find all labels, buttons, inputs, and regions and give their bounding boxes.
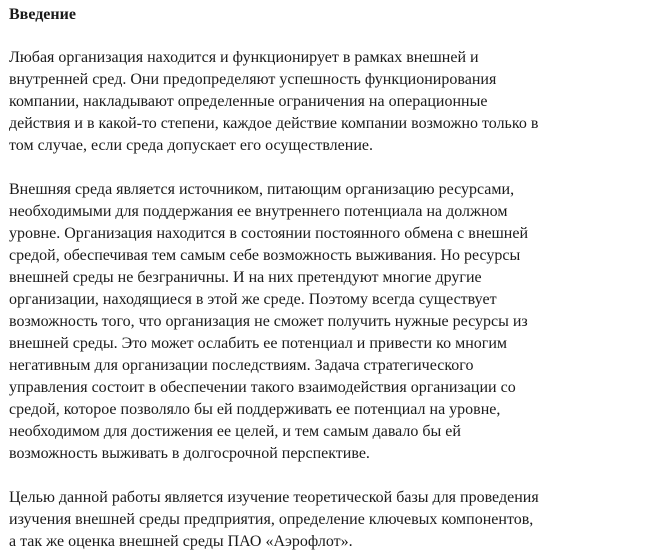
document-page (9, 4, 659, 553)
intro-paragraph-2: Внешняя среда является источником, питающим организацию ресурсами, необходимыми для поддержания ее внутреннего потенциала на должном уровне. Организация находится в состоянии постоянного обмена с внешней средой, обеспечивая тем самым себе возможность выживания. Но ресурсы внешней среды не безграничны. И на них претендуют многие другие организации, находящиеся в этой же среде. Поэтому всегда существует возможность того, что организация не сможет получить нужные ресурсы из внешней среды. Это может ослабить ее потенциал и привести ко многим негативным для организации последствиям. Задача стратегического управления состоит в обеспечении такого взаимодействия организации со средой, которое позволяло бы ей поддерживать ее потенциал на уровне, необходимом для достижения ее целей, и тем самым давало бы ей возможность выживать в долгосрочной перспективе. (9, 181, 529, 462)
section-heading: Введение (9, 6, 76, 23)
intro-paragraph-1: Любая организация находится и функционирует в рамках внешней и внутренней сред. Они предопределяют успешность функционирования компании, накладывают определенные ограничения на операционные действия и в какой-то степени, каждое действие компании возможно только в том случае, если среда допускает его осуществление. (9, 49, 539, 154)
intro-paragraph-3: Целью данной работы является изучение теоретической базы для проведения изучения внешней среды предприятия, определение ключевых компонентов, а так же оценка внешней среды ПАО «Аэрофлот». (9, 489, 539, 550)
